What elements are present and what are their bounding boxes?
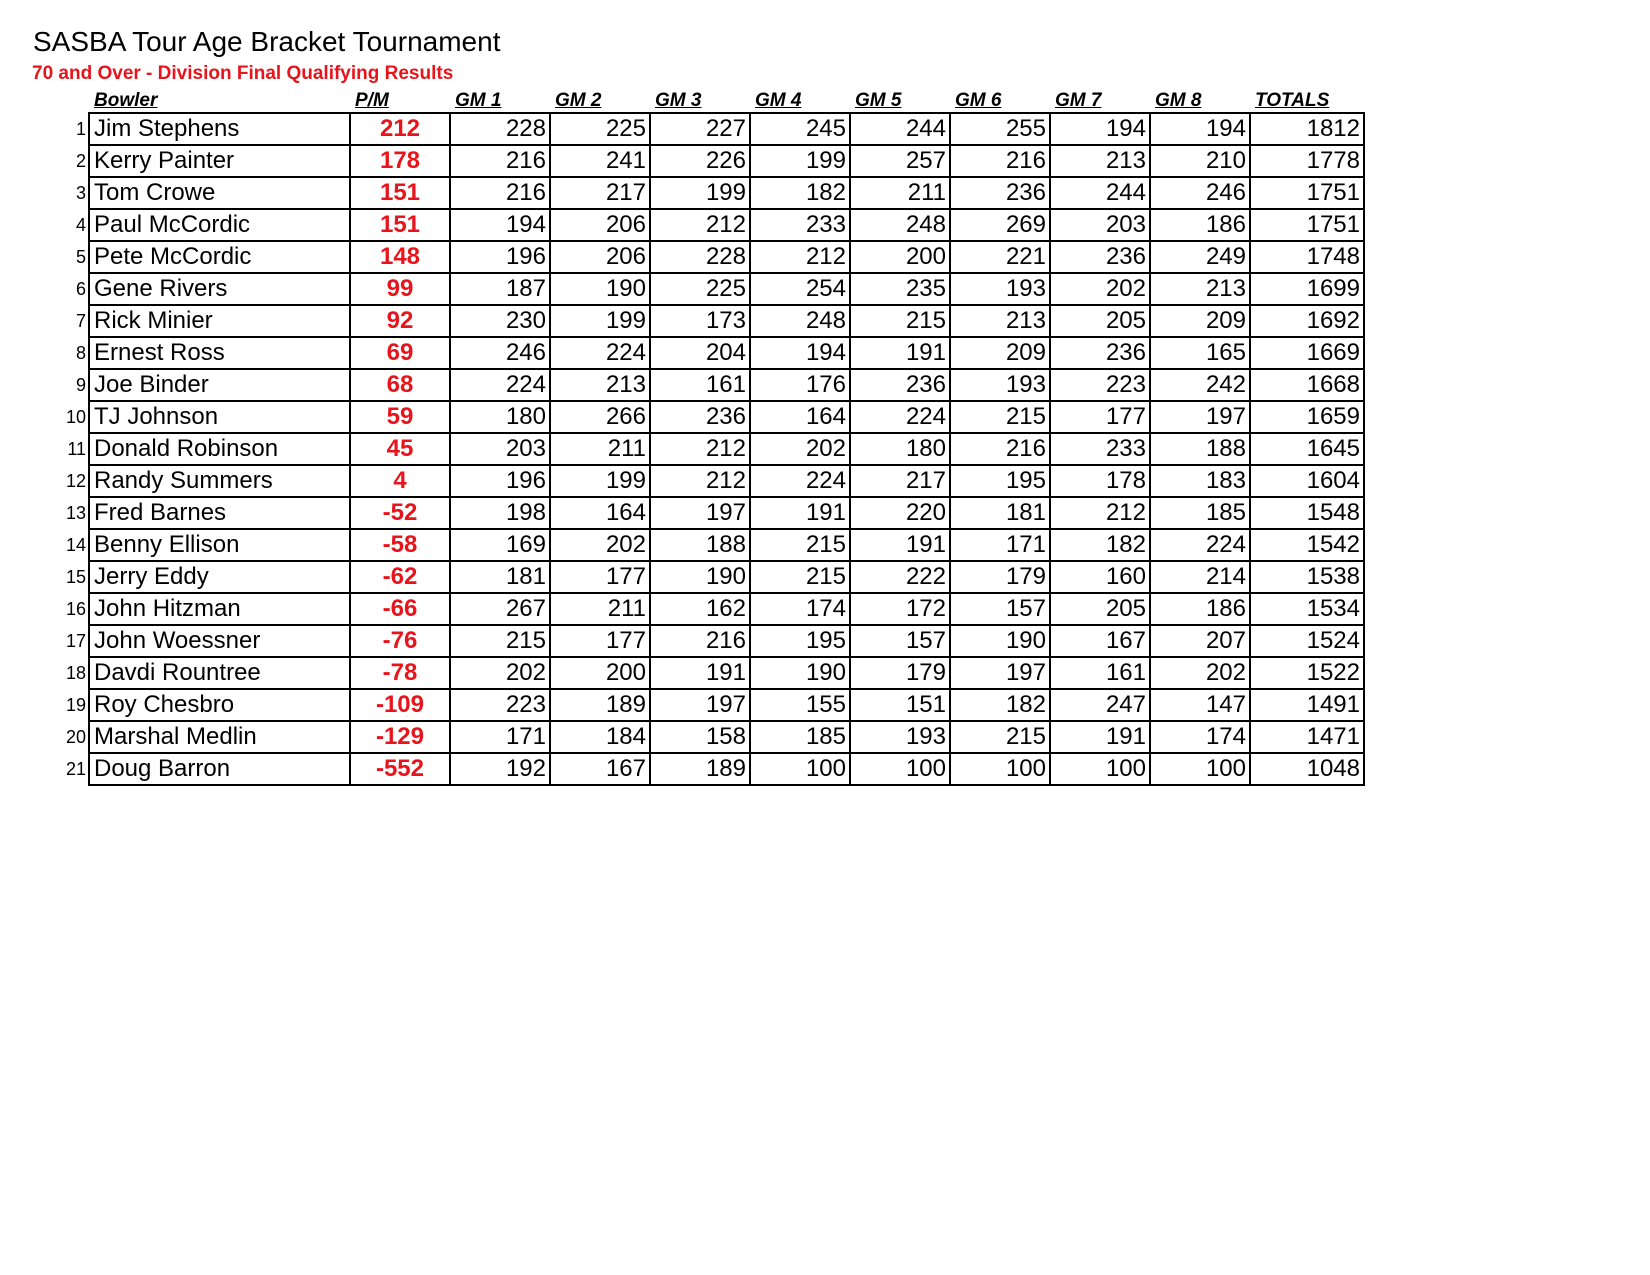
game-7-score-cell: 194 [1050, 113, 1150, 145]
plus-minus-cell: 212 [350, 113, 450, 145]
game-4-score-cell: 174 [750, 593, 850, 625]
bowler-name-cell: Ernest Ross [89, 337, 350, 369]
rank-cell: 14 [57, 529, 89, 561]
table-row [57, 689, 1364, 721]
rank-cell: 2 [57, 145, 89, 177]
table-row [57, 625, 1364, 657]
game-6-score-cell: 100 [950, 753, 1050, 785]
total-cell: 1692 [1250, 305, 1364, 337]
plus-minus-cell: 68 [350, 369, 450, 401]
table-row [57, 529, 1364, 561]
game-1-score-cell: 223 [450, 689, 550, 721]
game-8-score-cell: 174 [1150, 721, 1250, 753]
bowler-name-cell: Davdi Rountree [89, 657, 350, 689]
total-cell: 1522 [1250, 657, 1364, 689]
game-1-score-cell: 202 [450, 657, 550, 689]
plus-minus-cell: -52 [350, 497, 450, 529]
game-3-score-cell: 197 [650, 497, 750, 529]
game-5-score-cell: 222 [850, 561, 950, 593]
game-7-score-cell: 203 [1050, 209, 1150, 241]
rank-cell: 18 [57, 657, 89, 689]
game-3-score-cell: 204 [650, 337, 750, 369]
total-cell: 1534 [1250, 593, 1364, 625]
bowler-name-cell: John Hitzman [89, 593, 350, 625]
total-cell: 1812 [1250, 113, 1364, 145]
rank-cell: 8 [57, 337, 89, 369]
game-1-score-cell: 192 [450, 753, 550, 785]
game-3-score-cell: 236 [650, 401, 750, 433]
plus-minus-cell: 59 [350, 401, 450, 433]
game-6-score-cell: 216 [950, 433, 1050, 465]
game-8-score-cell: 214 [1150, 561, 1250, 593]
game-2-score-cell: 224 [550, 337, 650, 369]
bowler-name-cell: Roy Chesbro [89, 689, 350, 721]
game-4-score-cell: 199 [750, 145, 850, 177]
game-2-score-cell: 189 [550, 689, 650, 721]
game-7-score-cell: 247 [1050, 689, 1150, 721]
game-5-score-cell: 236 [850, 369, 950, 401]
total-cell: 1699 [1250, 273, 1364, 305]
bowler-name-cell: Marshal Medlin [89, 721, 350, 753]
plus-minus-cell: -109 [350, 689, 450, 721]
game-3-score-cell: 189 [650, 753, 750, 785]
game-4-score-cell: 190 [750, 657, 850, 689]
total-cell: 1668 [1250, 369, 1364, 401]
game-6-score-cell: 190 [950, 625, 1050, 657]
game-5-score-cell: 220 [850, 497, 950, 529]
game-5-score-cell: 200 [850, 241, 950, 273]
game-2-score-cell: 211 [550, 593, 650, 625]
results-table [57, 88, 1365, 786]
column-header-gm4: GM 4 [755, 90, 802, 111]
game-5-score-cell: 191 [850, 529, 950, 561]
game-6-score-cell: 193 [950, 273, 1050, 305]
column-header-pm: P/M [355, 90, 389, 111]
game-5-score-cell: 172 [850, 593, 950, 625]
game-6-score-cell: 193 [950, 369, 1050, 401]
game-1-score-cell: 216 [450, 145, 550, 177]
table-row [57, 369, 1364, 401]
total-cell: 1604 [1250, 465, 1364, 497]
total-cell: 1645 [1250, 433, 1364, 465]
game-8-score-cell: 186 [1150, 209, 1250, 241]
game-6-score-cell: 181 [950, 497, 1050, 529]
game-8-score-cell: 100 [1150, 753, 1250, 785]
game-1-score-cell: 171 [450, 721, 550, 753]
game-1-score-cell: 224 [450, 369, 550, 401]
game-8-score-cell: 202 [1150, 657, 1250, 689]
table-row [57, 657, 1364, 689]
game-3-score-cell: 173 [650, 305, 750, 337]
game-2-score-cell: 241 [550, 145, 650, 177]
game-5-score-cell: 257 [850, 145, 950, 177]
game-1-score-cell: 230 [450, 305, 550, 337]
game-3-score-cell: 216 [650, 625, 750, 657]
bowler-name-cell: Jerry Eddy [89, 561, 350, 593]
game-4-score-cell: 195 [750, 625, 850, 657]
game-2-score-cell: 190 [550, 273, 650, 305]
total-cell: 1538 [1250, 561, 1364, 593]
table-row [57, 145, 1364, 177]
game-3-score-cell: 212 [650, 209, 750, 241]
bowler-name-cell: Paul McCordic [89, 209, 350, 241]
column-header-gm1: GM 1 [455, 90, 502, 111]
plus-minus-cell: 45 [350, 433, 450, 465]
game-8-score-cell: 165 [1150, 337, 1250, 369]
total-cell: 1048 [1250, 753, 1364, 785]
column-header-totals: TOTALS [1255, 90, 1330, 111]
game-5-score-cell: 217 [850, 465, 950, 497]
game-1-score-cell: 169 [450, 529, 550, 561]
bowler-name-cell: Joe Binder [89, 369, 350, 401]
table-row [57, 593, 1364, 625]
column-header-gm8: GM 8 [1155, 90, 1202, 111]
game-3-score-cell: 197 [650, 689, 750, 721]
game-5-score-cell: 100 [850, 753, 950, 785]
total-cell: 1748 [1250, 241, 1364, 273]
plus-minus-cell: 4 [350, 465, 450, 497]
game-2-score-cell: 206 [550, 241, 650, 273]
game-4-score-cell: 182 [750, 177, 850, 209]
game-1-score-cell: 215 [450, 625, 550, 657]
header-row [57, 88, 1364, 113]
rank-cell: 4 [57, 209, 89, 241]
game-7-score-cell: 213 [1050, 145, 1150, 177]
rank-cell: 15 [57, 561, 89, 593]
rank-cell: 13 [57, 497, 89, 529]
game-1-score-cell: 267 [450, 593, 550, 625]
game-5-score-cell: 215 [850, 305, 950, 337]
game-3-score-cell: 212 [650, 433, 750, 465]
game-8-score-cell: 185 [1150, 497, 1250, 529]
game-2-score-cell: 199 [550, 305, 650, 337]
game-5-score-cell: 244 [850, 113, 950, 145]
bowler-name-cell: TJ Johnson [89, 401, 350, 433]
total-cell: 1751 [1250, 209, 1364, 241]
game-4-score-cell: 155 [750, 689, 850, 721]
bowler-name-cell: Pete McCordic [89, 241, 350, 273]
game-2-score-cell: 167 [550, 753, 650, 785]
rank-cell: 21 [57, 753, 89, 785]
total-cell: 1471 [1250, 721, 1364, 753]
game-5-score-cell: 235 [850, 273, 950, 305]
game-8-score-cell: 197 [1150, 401, 1250, 433]
game-2-score-cell: 217 [550, 177, 650, 209]
column-header-bowler: Bowler [94, 90, 158, 111]
table-row [57, 401, 1364, 433]
rank-cell: 20 [57, 721, 89, 753]
game-3-score-cell: 188 [650, 529, 750, 561]
game-6-score-cell: 216 [950, 145, 1050, 177]
game-6-score-cell: 197 [950, 657, 1050, 689]
game-1-score-cell: 196 [450, 465, 550, 497]
game-4-score-cell: 245 [750, 113, 850, 145]
bowler-name-cell: Kerry Painter [89, 145, 350, 177]
game-4-score-cell: 248 [750, 305, 850, 337]
page-title: SASBA Tour Age Bracket Tournament [33, 26, 501, 57]
game-4-score-cell: 224 [750, 465, 850, 497]
game-1-score-cell: 246 [450, 337, 550, 369]
plus-minus-cell: -76 [350, 625, 450, 657]
bowler-name-cell: Fred Barnes [89, 497, 350, 529]
division-subtitle: 70 and Over - Division Final Qualifying Results [32, 63, 454, 84]
game-2-score-cell: 206 [550, 209, 650, 241]
game-7-score-cell: 236 [1050, 241, 1150, 273]
plus-minus-cell: 99 [350, 273, 450, 305]
game-7-score-cell: 223 [1050, 369, 1150, 401]
total-cell: 1542 [1250, 529, 1364, 561]
game-6-score-cell: 182 [950, 689, 1050, 721]
game-5-score-cell: 193 [850, 721, 950, 753]
game-7-score-cell: 191 [1050, 721, 1150, 753]
total-cell: 1491 [1250, 689, 1364, 721]
bowler-name-cell: Donald Robinson [89, 433, 350, 465]
plus-minus-cell: -78 [350, 657, 450, 689]
column-header-gm3: GM 3 [655, 90, 702, 111]
game-1-score-cell: 180 [450, 401, 550, 433]
game-8-score-cell: 183 [1150, 465, 1250, 497]
total-cell: 1548 [1250, 497, 1364, 529]
game-1-score-cell: 194 [450, 209, 550, 241]
game-6-score-cell: 255 [950, 113, 1050, 145]
bowler-name-cell: Benny Ellison [89, 529, 350, 561]
game-5-score-cell: 224 [850, 401, 950, 433]
game-4-score-cell: 164 [750, 401, 850, 433]
game-2-score-cell: 184 [550, 721, 650, 753]
total-cell: 1778 [1250, 145, 1364, 177]
game-7-score-cell: 177 [1050, 401, 1150, 433]
plus-minus-cell: -58 [350, 529, 450, 561]
game-7-score-cell: 161 [1050, 657, 1150, 689]
bowler-name-cell: Gene Rivers [89, 273, 350, 305]
game-8-score-cell: 194 [1150, 113, 1250, 145]
game-4-score-cell: 215 [750, 529, 850, 561]
game-1-score-cell: 198 [450, 497, 550, 529]
rank-cell: 17 [57, 625, 89, 657]
game-6-score-cell: 209 [950, 337, 1050, 369]
game-2-score-cell: 177 [550, 561, 650, 593]
game-3-score-cell: 161 [650, 369, 750, 401]
game-8-score-cell: 242 [1150, 369, 1250, 401]
bowler-name-cell: Tom Crowe [89, 177, 350, 209]
rank-cell: 5 [57, 241, 89, 273]
game-4-score-cell: 233 [750, 209, 850, 241]
rank-cell: 3 [57, 177, 89, 209]
game-4-score-cell: 100 [750, 753, 850, 785]
table-row [57, 465, 1364, 497]
game-8-score-cell: 249 [1150, 241, 1250, 273]
table-row [57, 337, 1364, 369]
game-8-score-cell: 147 [1150, 689, 1250, 721]
plus-minus-cell: -552 [350, 753, 450, 785]
table-row [57, 433, 1364, 465]
game-3-score-cell: 158 [650, 721, 750, 753]
rank-cell: 12 [57, 465, 89, 497]
game-6-score-cell: 221 [950, 241, 1050, 273]
table-row [57, 113, 1364, 145]
game-2-score-cell: 177 [550, 625, 650, 657]
game-2-score-cell: 200 [550, 657, 650, 689]
game-8-score-cell: 246 [1150, 177, 1250, 209]
plus-minus-cell: 178 [350, 145, 450, 177]
column-header-gm6: GM 6 [955, 90, 1002, 111]
game-7-score-cell: 236 [1050, 337, 1150, 369]
game-3-score-cell: 212 [650, 465, 750, 497]
total-cell: 1524 [1250, 625, 1364, 657]
game-1-score-cell: 196 [450, 241, 550, 273]
game-5-score-cell: 179 [850, 657, 950, 689]
rank-cell: 11 [57, 433, 89, 465]
table-row [57, 497, 1364, 529]
game-6-score-cell: 157 [950, 593, 1050, 625]
plus-minus-cell: 151 [350, 209, 450, 241]
game-7-score-cell: 205 [1050, 593, 1150, 625]
game-2-score-cell: 211 [550, 433, 650, 465]
bowler-name-cell: Doug Barron [89, 753, 350, 785]
game-7-score-cell: 212 [1050, 497, 1150, 529]
game-7-score-cell: 202 [1050, 273, 1150, 305]
game-6-score-cell: 213 [950, 305, 1050, 337]
plus-minus-cell: 69 [350, 337, 450, 369]
game-6-score-cell: 215 [950, 721, 1050, 753]
game-5-score-cell: 211 [850, 177, 950, 209]
table-row [57, 177, 1364, 209]
game-8-score-cell: 188 [1150, 433, 1250, 465]
game-7-score-cell: 182 [1050, 529, 1150, 561]
game-3-score-cell: 226 [650, 145, 750, 177]
game-4-score-cell: 254 [750, 273, 850, 305]
column-header-gm2: GM 2 [555, 90, 602, 111]
game-5-score-cell: 180 [850, 433, 950, 465]
game-7-score-cell: 160 [1050, 561, 1150, 593]
game-2-score-cell: 213 [550, 369, 650, 401]
column-header-gm5: GM 5 [855, 90, 902, 111]
game-2-score-cell: 266 [550, 401, 650, 433]
total-cell: 1659 [1250, 401, 1364, 433]
bowler-name-cell: Randy Summers [89, 465, 350, 497]
rank-cell: 7 [57, 305, 89, 337]
game-2-score-cell: 202 [550, 529, 650, 561]
game-8-score-cell: 209 [1150, 305, 1250, 337]
game-1-score-cell: 216 [450, 177, 550, 209]
table-row [57, 241, 1364, 273]
game-8-score-cell: 224 [1150, 529, 1250, 561]
rank-cell: 9 [57, 369, 89, 401]
results-body [57, 113, 1364, 785]
game-4-score-cell: 185 [750, 721, 850, 753]
game-6-score-cell: 171 [950, 529, 1050, 561]
game-3-score-cell: 228 [650, 241, 750, 273]
game-4-score-cell: 215 [750, 561, 850, 593]
game-3-score-cell: 225 [650, 273, 750, 305]
game-4-score-cell: 194 [750, 337, 850, 369]
game-7-score-cell: 233 [1050, 433, 1150, 465]
bowler-name-cell: John Woessner [89, 625, 350, 657]
game-1-score-cell: 228 [450, 113, 550, 145]
game-3-score-cell: 162 [650, 593, 750, 625]
game-8-score-cell: 207 [1150, 625, 1250, 657]
game-4-score-cell: 212 [750, 241, 850, 273]
rank-cell: 1 [57, 113, 89, 145]
game-3-score-cell: 199 [650, 177, 750, 209]
table-row [57, 305, 1364, 337]
column-header-gm7: GM 7 [1055, 90, 1102, 111]
game-6-score-cell: 269 [950, 209, 1050, 241]
game-4-score-cell: 191 [750, 497, 850, 529]
game-4-score-cell: 176 [750, 369, 850, 401]
game-1-score-cell: 187 [450, 273, 550, 305]
game-5-score-cell: 248 [850, 209, 950, 241]
rank-header [57, 88, 89, 113]
game-1-score-cell: 203 [450, 433, 550, 465]
total-cell: 1751 [1250, 177, 1364, 209]
game-6-score-cell: 236 [950, 177, 1050, 209]
game-7-score-cell: 167 [1050, 625, 1150, 657]
game-8-score-cell: 213 [1150, 273, 1250, 305]
plus-minus-cell: -129 [350, 721, 450, 753]
game-5-score-cell: 157 [850, 625, 950, 657]
rank-cell: 19 [57, 689, 89, 721]
game-8-score-cell: 210 [1150, 145, 1250, 177]
rank-cell: 6 [57, 273, 89, 305]
table-row [57, 561, 1364, 593]
game-4-score-cell: 202 [750, 433, 850, 465]
plus-minus-cell: 92 [350, 305, 450, 337]
game-6-score-cell: 215 [950, 401, 1050, 433]
plus-minus-cell: -66 [350, 593, 450, 625]
table-row [57, 753, 1364, 785]
game-5-score-cell: 191 [850, 337, 950, 369]
game-7-score-cell: 100 [1050, 753, 1150, 785]
table-row [57, 273, 1364, 305]
game-3-score-cell: 227 [650, 113, 750, 145]
game-6-score-cell: 179 [950, 561, 1050, 593]
rank-cell: 16 [57, 593, 89, 625]
game-2-score-cell: 225 [550, 113, 650, 145]
plus-minus-cell: 148 [350, 241, 450, 273]
game-8-score-cell: 186 [1150, 593, 1250, 625]
plus-minus-cell: 151 [350, 177, 450, 209]
bowler-name-cell: Jim Stephens [89, 113, 350, 145]
game-7-score-cell: 178 [1050, 465, 1150, 497]
table-row [57, 721, 1364, 753]
total-cell: 1669 [1250, 337, 1364, 369]
game-6-score-cell: 195 [950, 465, 1050, 497]
game-5-score-cell: 151 [850, 689, 950, 721]
game-2-score-cell: 199 [550, 465, 650, 497]
plus-minus-cell: -62 [350, 561, 450, 593]
game-2-score-cell: 164 [550, 497, 650, 529]
game-7-score-cell: 244 [1050, 177, 1150, 209]
game-7-score-cell: 205 [1050, 305, 1150, 337]
game-1-score-cell: 181 [450, 561, 550, 593]
rank-cell: 10 [57, 401, 89, 433]
game-3-score-cell: 190 [650, 561, 750, 593]
table-row [57, 209, 1364, 241]
game-3-score-cell: 191 [650, 657, 750, 689]
bowler-name-cell: Rick Minier [89, 305, 350, 337]
